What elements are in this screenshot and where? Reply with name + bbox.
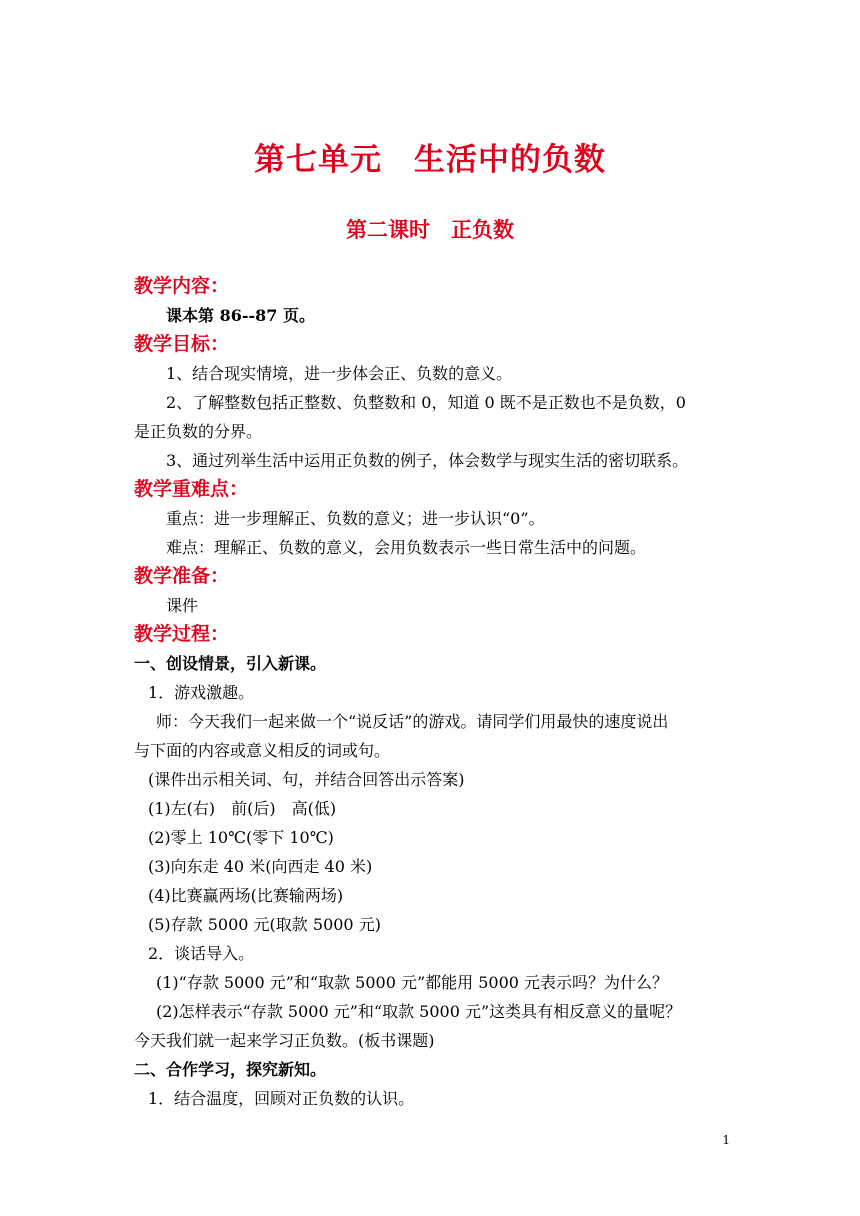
section-heading-goals: 教学目标： xyxy=(134,333,230,355)
page-subtitle: 第二课时 正负数 xyxy=(346,217,514,242)
goal-item-1: 1、结合现实情境，进一步体会正、负数的意义。 xyxy=(166,364,513,383)
part-1-heading: 一、创设情景，引入新课。 xyxy=(134,654,327,673)
step-1-2: 2．谈话导入。 xyxy=(148,944,255,963)
list-item-3: (3)向东走 40 米(向西走 40 米) xyxy=(148,857,373,876)
part-2-heading: 二、合作学习，探究新知。 xyxy=(134,1060,327,1079)
section-heading-content: 教学内容： xyxy=(134,275,230,297)
page-title: 第七单元 生活中的负数 xyxy=(254,142,606,178)
section-heading-process: 教学过程： xyxy=(134,623,230,645)
step-1-1: 1．游戏激趣。 xyxy=(148,683,255,702)
question-1: (1)“存款 5000 元”和“取款 5000 元”都能用 5000 元表示吗？为什么？ xyxy=(156,973,669,992)
goal-item-2a xyxy=(134,388,744,417)
list-item-4: (4)比赛赢两场(比赛输两场) xyxy=(148,886,344,905)
teacher-line-1b: 与下面的内容或意义相反的词或句。 xyxy=(134,741,391,760)
list-item-5: (5)存款 5000 元(取款 5000 元) xyxy=(148,915,381,934)
list-item-2: (2)零上 10℃(零下 10℃) xyxy=(148,828,334,847)
document-body xyxy=(134,272,744,1113)
prep-text: 课件 xyxy=(166,596,199,615)
difficulty-text: 难点：理解正、负数的意义，会用负数表示一些日常生活中的问题。 xyxy=(166,538,647,557)
teacher-line-1a: 师：今天我们一起来做一个“说反话”的游戏。请同学们用最快的速度说出 xyxy=(156,712,669,731)
section-heading-keypoints: 教学重难点： xyxy=(134,478,249,500)
step-2-1: 1．结合温度，回顾对正负数的认识。 xyxy=(148,1089,415,1108)
content-text: 课本第 86--87 页。 xyxy=(166,306,315,325)
list-item-1: (1)左(右) 前(后) 高(低) xyxy=(148,799,337,818)
keypoint-text: 重点：进一步理解正、负数的意义；进一步认识“0”。 xyxy=(166,509,545,528)
question-2b: 今天我们就一起来学习正负数。(板书课题) xyxy=(134,1031,435,1050)
goal-item-3: 3、通过列举生活中运用正负数的例子，体会数学与现实生活的密切联系。 xyxy=(166,451,689,470)
note-1: (课件出示相关词、句，并结合回答出示答案) xyxy=(148,770,465,789)
goal-item-2-text: 2、了解整数包括正整数、负整数和 0，知道 0 既不是正数也不是负数，0 xyxy=(166,393,686,412)
goal-item-2b: 是正负数的分界。 xyxy=(134,422,263,441)
page-number: 1 xyxy=(722,1133,730,1147)
section-heading-prep: 教学准备： xyxy=(134,565,230,587)
question-2a: (2)怎样表示“存款 5000 元”和“取款 5000 元”这类具有相反意义的量呢？ xyxy=(156,1002,682,1021)
